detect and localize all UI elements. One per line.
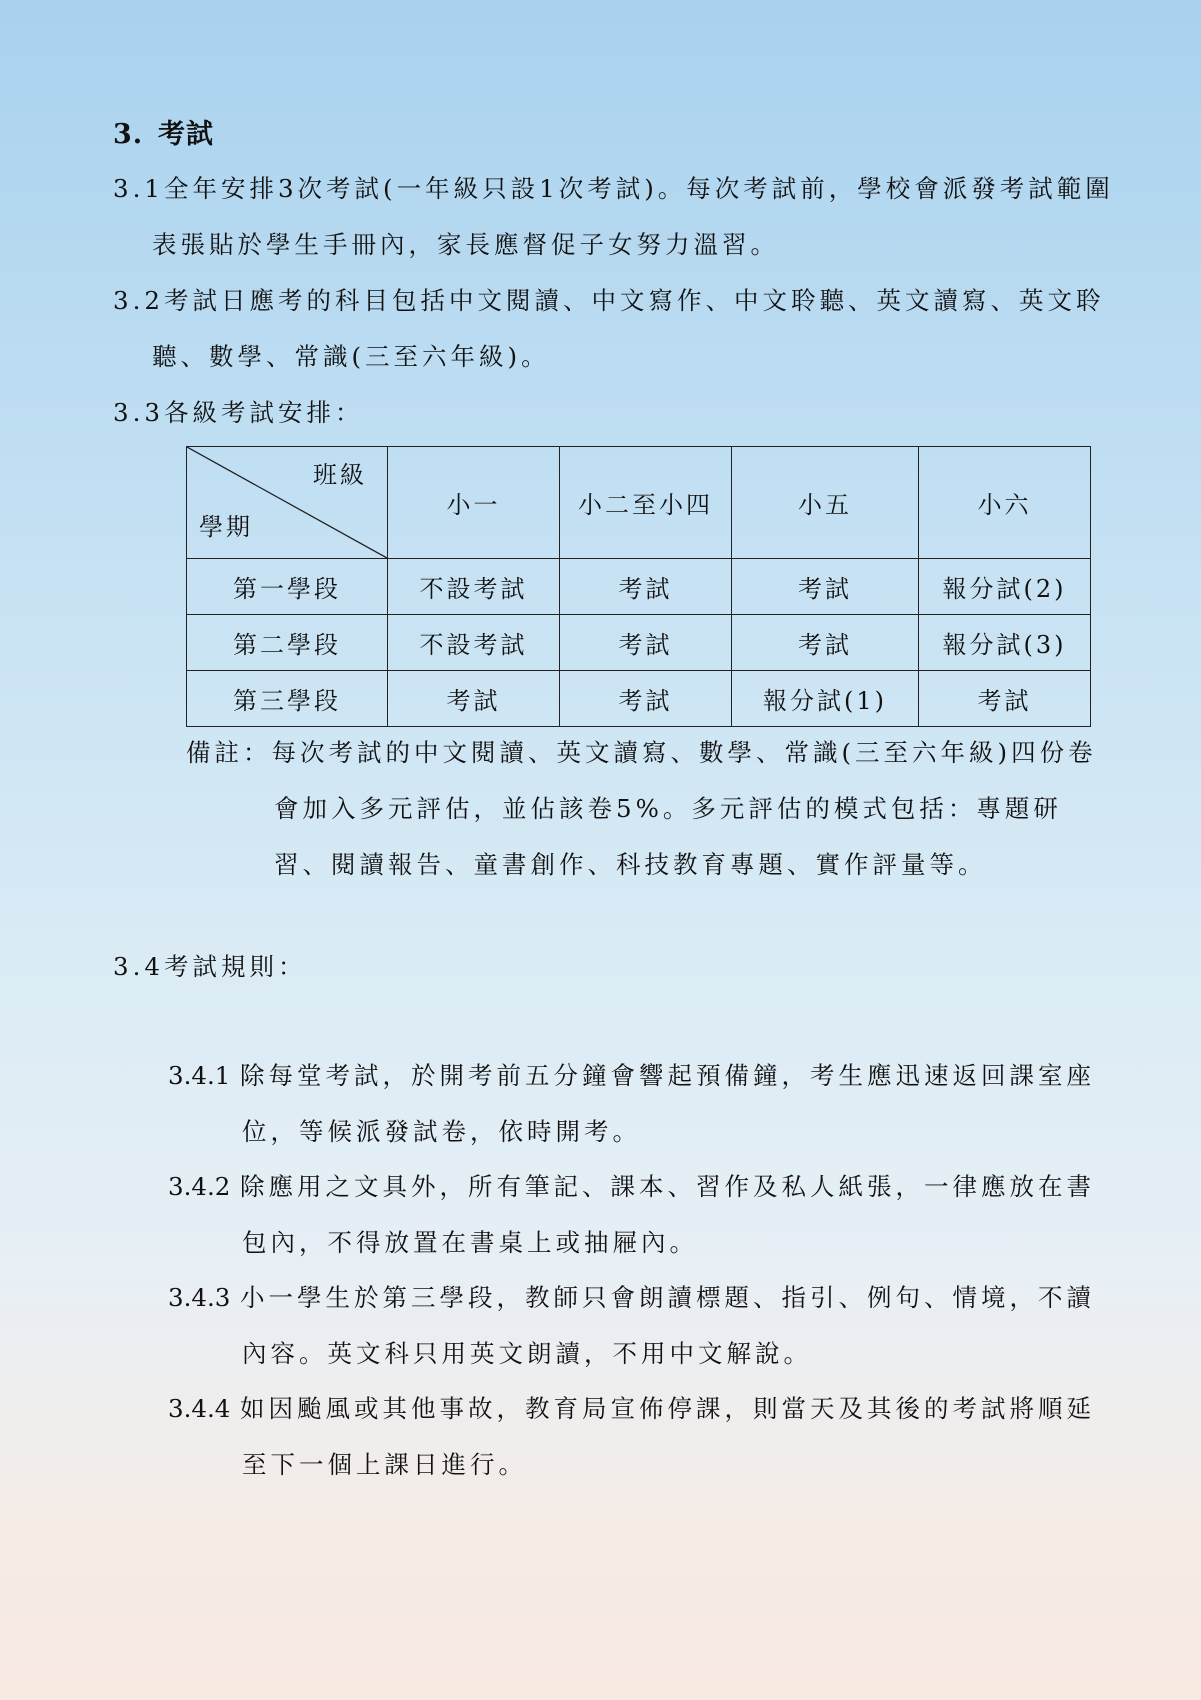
corner-column-label: 班級 bbox=[313, 461, 367, 489]
row-label-cell: 第一學段 bbox=[187, 559, 388, 615]
section-number: 3. bbox=[113, 119, 144, 150]
rule-number: 3.4.2 bbox=[168, 1172, 231, 1201]
table-cell: 考試 bbox=[560, 615, 732, 671]
table-cell: 考試 bbox=[919, 671, 1091, 727]
rule-3-4-2-line-1 bbox=[168, 1168, 1095, 1203]
rule-text: 除應用之文具外，所有筆記、課本、習作及私人紙張，一律應放在書 bbox=[240, 1172, 1095, 1201]
rule-text: 小一學生於第三學段，教師只會朗讀標題、指引、例句、情境，不讀 bbox=[240, 1283, 1095, 1312]
rule-3-4-1-line-1 bbox=[168, 1057, 1095, 1092]
table-cell: 報分試(1) bbox=[732, 671, 919, 727]
note-line-3: 習、閱讀報告、童書創作、科技教育專題、實作評量等。 bbox=[274, 850, 987, 879]
rule-3-4-4-line-1 bbox=[168, 1390, 1095, 1425]
rule-number: 3.4.3 bbox=[168, 1283, 231, 1312]
para-3-2-line-2: 聽、數學、常識(三至六年級)。 bbox=[152, 342, 550, 371]
exam-schedule-table bbox=[186, 446, 1091, 727]
table-cell: 考試 bbox=[388, 671, 560, 727]
rule-text: 如因颱風或其他事故，教育局宣佈停課，則當天及其後的考試將順延 bbox=[240, 1394, 1095, 1423]
rule-text: 除每堂考試，於開考前五分鐘會響起預備鐘，考生應迅速返回課室座 bbox=[240, 1061, 1095, 1090]
table-header-row bbox=[187, 447, 1091, 559]
note-line-2: 會加入多元評估，並佔該卷5%。多元評估的模式包括：專題研 bbox=[274, 794, 1062, 823]
rule-3-4-1-line-2: 位，等候派發試卷，依時開考。 bbox=[242, 1117, 641, 1146]
note-line-1: 備註：每次考試的中文閱讀、英文讀寫、數學、常識(三至六年級)四份卷 bbox=[186, 738, 1097, 767]
table-cell: 不設考試 bbox=[388, 615, 560, 671]
table-header-cell: 小六 bbox=[919, 447, 1091, 559]
table-cell: 考試 bbox=[560, 559, 732, 615]
table-cell: 報分試(2) bbox=[919, 559, 1091, 615]
section-heading bbox=[113, 112, 214, 151]
table-cell: 報分試(3) bbox=[919, 615, 1091, 671]
rule-number: 3.4.1 bbox=[168, 1061, 231, 1090]
table-row bbox=[187, 671, 1091, 727]
table-cell: 考試 bbox=[732, 559, 919, 615]
table-row bbox=[187, 615, 1091, 671]
table-cell: 考試 bbox=[560, 671, 732, 727]
row-label-cell: 第二學段 bbox=[187, 615, 388, 671]
rules-title: 3.4考試規則： bbox=[113, 952, 307, 981]
table-cell: 不設考試 bbox=[388, 559, 560, 615]
row-label-cell: 第三學段 bbox=[187, 671, 388, 727]
para-3-1-line-1: 3.1全年安排3次考試(一年級只設1次考試)。每次考試前，學校會派發考試範圍 bbox=[113, 174, 1114, 203]
rule-3-4-3-line-2: 內容。英文科只用英文朗讀，不用中文解說。 bbox=[242, 1339, 812, 1368]
table-row bbox=[187, 559, 1091, 615]
table-header-cell: 小五 bbox=[732, 447, 919, 559]
para-3-1-line-2: 表張貼於學生手冊內，家長應督促子女努力溫習。 bbox=[152, 230, 779, 259]
table-corner-cell bbox=[187, 447, 388, 559]
rule-3-4-2-line-2: 包內，不得放置在書桌上或抽屜內。 bbox=[242, 1228, 698, 1257]
rule-number: 3.4.4 bbox=[168, 1394, 231, 1423]
para-3-2-line-1: 3.2考試日應考的科目包括中文閱讀、中文寫作、中文聆聽、英文讀寫、英文聆 bbox=[113, 286, 1105, 315]
table-cell: 考試 bbox=[732, 615, 919, 671]
rule-3-4-3-line-1 bbox=[168, 1279, 1095, 1314]
rule-3-4-4-line-2: 至下一個上課日進行。 bbox=[242, 1450, 527, 1479]
table-header-cell: 小一 bbox=[388, 447, 560, 559]
para-3-3: 3.3各級考試安排： bbox=[113, 398, 364, 427]
section-title: 考試 bbox=[158, 119, 214, 150]
corner-row-label: 學期 bbox=[199, 513, 253, 541]
table-header-cell: 小二至小四 bbox=[560, 447, 732, 559]
